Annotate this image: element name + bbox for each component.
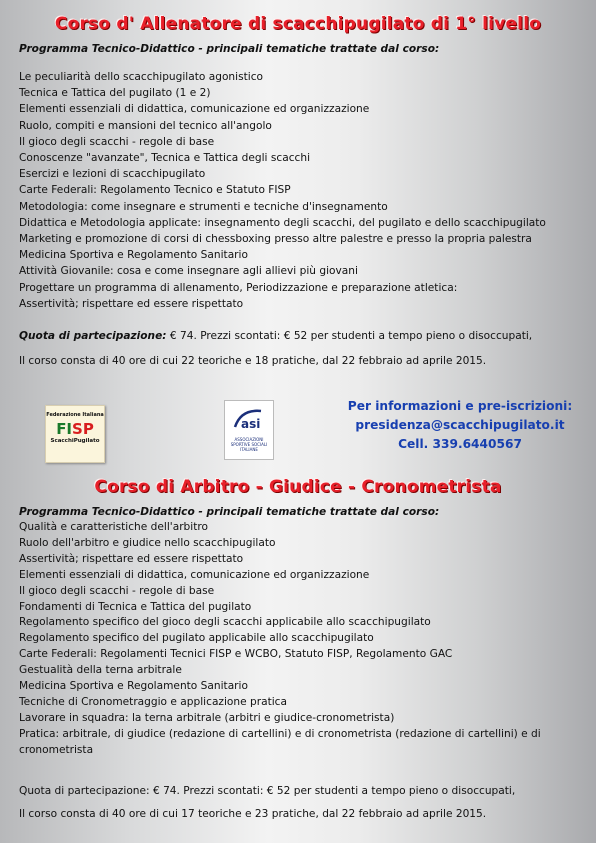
contact-block	[340, 397, 580, 454]
quota-label-1: Quota di partecipazione:	[19, 330, 167, 342]
list-item: Pratica: arbitrale, di giudice (redazione di cartellini) e di cronometrista (redazione di cartellini) e di cronometrista	[19, 727, 541, 756]
contact-email[interactable]: presidenza@scacchipugilato.it	[355, 418, 565, 432]
list-item: Medicina Sportiva e Regolamento Sanitario	[19, 680, 248, 693]
asi-logo	[224, 400, 274, 460]
program-list-1	[19, 69, 589, 312]
fisp-logo-top-text: Federazione Italiana	[46, 412, 104, 418]
course-title-allenatore: Corso d' Allenatore di scacchipugilato di 1° livello	[54, 14, 542, 34]
list-item: Attività Giovanile: cosa e come insegnare agli allievi più giovani	[19, 265, 358, 278]
program-subheading-2: Programma Tecnico-Didattico - principali tematiche trattate dal corso:	[19, 506, 440, 518]
fisp-logo-main-b: SP	[72, 420, 94, 438]
program-list-2	[19, 520, 589, 759]
asi-logo-mark	[231, 407, 265, 431]
list-item: Regolamento specifico del pugilato applicabile allo scacchipugilato	[19, 632, 374, 645]
list-item: Esercizi e lezioni di scacchipugilato	[19, 168, 206, 181]
quota-text-1: € 74. Prezzi scontati: € 52 per studenti a tempo pieno o disoccupati,	[166, 330, 533, 342]
list-item: Il gioco degli scacchi - regole di base	[19, 135, 215, 148]
fisp-logo-main	[46, 420, 104, 438]
list-item: Carte Federali: Regolamenti Tecnici FISP e WCBO, Statuto FISP, Regolamento GAC	[19, 648, 453, 661]
list-item: Lavorare in squadra: la terna arbitrale (arbitri e giudice-cronometrista)	[19, 711, 395, 724]
list-item: Marketing e promozione di corsi di chessboxing presso altre palestre e presso la propria palestra	[19, 233, 532, 246]
course-title-arbitro: Corso di Arbitro - Giudice - Cronometrista	[94, 477, 502, 497]
fisp-logo-main-a: FI	[56, 420, 73, 438]
list-item: Elementi essenziali di didattica, comunicazione ed organizzazione	[19, 568, 370, 581]
list-item: Assertività; rispettare ed essere rispettato	[19, 297, 244, 310]
list-item: Ruolo, compiti e mansioni del tecnico all'angolo	[19, 119, 272, 132]
quota-line-1	[19, 330, 532, 342]
list-item: Medicina Sportiva e Regolamento Sanitario	[19, 249, 248, 262]
list-item: Metodologia: come insegnare e strumenti e tecniche d'insegnamento	[19, 200, 388, 213]
list-item: Conoscenze "avanzate", Tecnica e Tattica degli scacchi	[19, 152, 311, 165]
duration-line-2: Il corso consta di 40 ore di cui 17 teoriche e 23 pratiche, dal 22 febbraio ad aprile 2015.	[19, 808, 487, 820]
asi-logo-text: ASSOCIAZIONI SPORTIVE SOCIALI ITALIANE	[230, 437, 268, 452]
list-item: Elementi essenziali di didattica, comunicazione ed organizzazione	[19, 103, 370, 116]
list-item: Regolamento specifico del gioco degli scacchi applicabile allo scacchipugilato	[19, 616, 431, 629]
list-item: Fondamenti di Tecnica e Tattica del pugilato	[19, 600, 252, 613]
fisp-logo-sub-text: ScacchiPugilato	[50, 438, 100, 444]
list-item: Qualità e caratteristiche dell'arbitro	[19, 521, 208, 533]
list-item: Gestualità della terna arbitrale	[19, 664, 182, 677]
list-item: Ruolo dell'arbitro e giudice nello scacchipugilato	[19, 536, 276, 549]
contact-heading: Per informazioni e pre-iscrizioni:	[347, 399, 573, 413]
list-item: Didattica e Metodologia applicate: insegnamento degli scacchi, del pugilato e dello scacchipugilato	[19, 216, 546, 229]
quota-line-2: Quota di partecipazione: € 74. Prezzi scontati: € 52 per studenti a tempo pieno o disoccupati,	[19, 785, 516, 797]
list-item: Le peculiarità dello scacchipugilato agonistico	[19, 71, 264, 83]
list-item: Progettare un programma di allenamento, Periodizzazione e preparazione atletica:	[19, 281, 458, 294]
fisp-logo	[45, 405, 105, 463]
list-item: Il gioco degli scacchi - regole di base	[19, 584, 215, 597]
list-item: Tecniche di Cronometraggio e applicazione pratica	[19, 695, 288, 708]
program-subheading-1: Programma Tecnico-Didattico - principali tematiche trattate dal corso:	[19, 43, 440, 55]
list-item: Carte Federali: Regolamento Tecnico e Statuto FISP	[19, 184, 291, 197]
list-item: Assertività; rispettare ed essere rispettato	[19, 552, 244, 565]
asi-logo-letters: asi	[241, 417, 261, 431]
contact-phone[interactable]: Cell. 339.6440567	[398, 437, 522, 451]
list-item: Tecnica e Tattica del pugilato (1 e 2)	[19, 87, 211, 100]
duration-line-1: Il corso consta di 40 ore di cui 22 teoriche e 18 pratiche, dal 22 febbraio ad aprile 2015.	[19, 355, 487, 367]
